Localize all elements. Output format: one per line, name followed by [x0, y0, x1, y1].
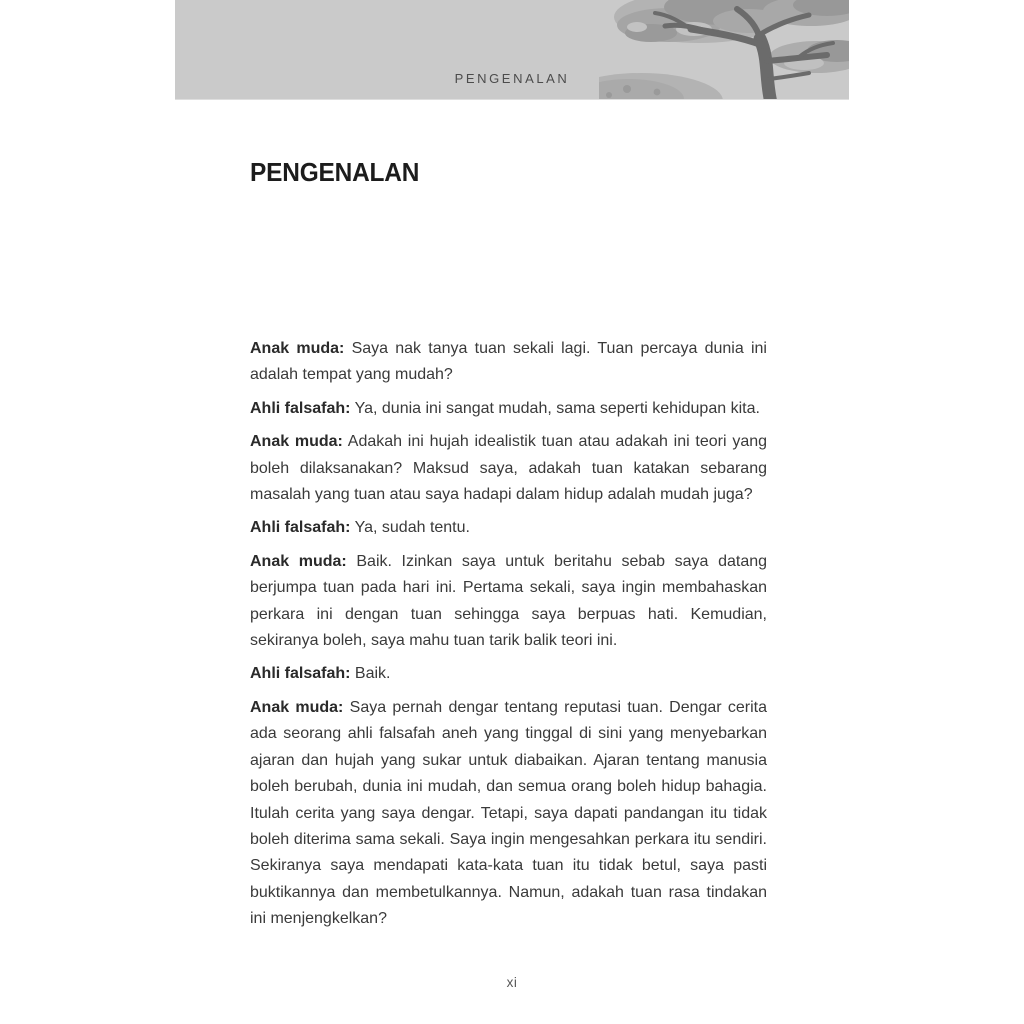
dialogue-paragraph	[250, 661, 767, 687]
speaker-name: Anak muda:	[250, 698, 344, 716]
speaker-name: Ahli falsafah:	[250, 665, 351, 683]
dialogue-paragraph	[250, 515, 767, 541]
speaker-name: Ahli falsafah:	[250, 399, 351, 417]
dialogue-paragraph	[250, 695, 767, 933]
dialogue-text: Ya, dunia ini sangat mudah, sama seperti kehidupan kita.	[354, 399, 760, 417]
chapter-title: PENGENALAN	[250, 157, 420, 187]
dialogue-text: Saya nak tanya tuan sekali lagi. Tuan percaya dunia ini adalah tempat yang mudah?	[250, 340, 767, 384]
speaker-name: Anak muda:	[250, 433, 343, 451]
dialogue-text: Baik. Izinkan saya untuk beritahu sebab saya datang berjumpa tuan pada hari ini. Pertama sekali, saya ingin membahaskan perkara ini dengan tuan sehingga saya berpuas hati. Kemudian, sekiranya boleh, saya mahu tuan tarik balik teori ini.	[250, 552, 768, 650]
dialogue-text: Ya, sudah tentu.	[354, 519, 470, 537]
page-number: xi	[506, 975, 518, 990]
dialogue-text: Saya pernah dengar tentang reputasi tuan. Dengar cerita ada seorang ahli falsafah aneh yang tinggal di sini yang menyebarkan ajaran dan hujah yang sukar untuk diabaikan. Ajaran tentang manusia boleh berubah, dunia ini mudah, dan semua orang boleh hidup bahagia. Itulah cerita yang saya dengar. Tetapi, saya dapati pandangan itu tidak boleh diterima sama sekali. Saya ingin mengesahkan perkara itu sendiri. Sekiranya saya mendapati kata-kata tuan itu tidak betul, saya pasti buktikannya dan membetulkannya. Namun, adakah tuan rasa tindakan ini menjengkelkan?	[250, 698, 768, 928]
header-band	[175, 0, 849, 100]
dialogue-text: Baik.	[354, 665, 391, 683]
dialogue-body	[250, 336, 767, 933]
dialogue-paragraph	[250, 396, 767, 422]
dialogue-paragraph	[250, 549, 767, 655]
speaker-name: Anak muda:	[250, 552, 347, 570]
speaker-name: Anak muda:	[250, 340, 345, 357]
running-header: PENGENALAN	[454, 71, 570, 86]
speaker-name: Ahli falsafah:	[250, 519, 351, 537]
dialogue-text: Adakah ini hujah idealistik tuan atau adakah ini teori yang boleh dilaksanakan? Maksud saya, adakah tuan katakan sebarang masalah yang tuan atau saya hadapi dalam hidup adalah mudah juga?	[250, 433, 768, 504]
dialogue-paragraph	[250, 429, 767, 508]
dialogue-paragraph	[250, 336, 767, 389]
